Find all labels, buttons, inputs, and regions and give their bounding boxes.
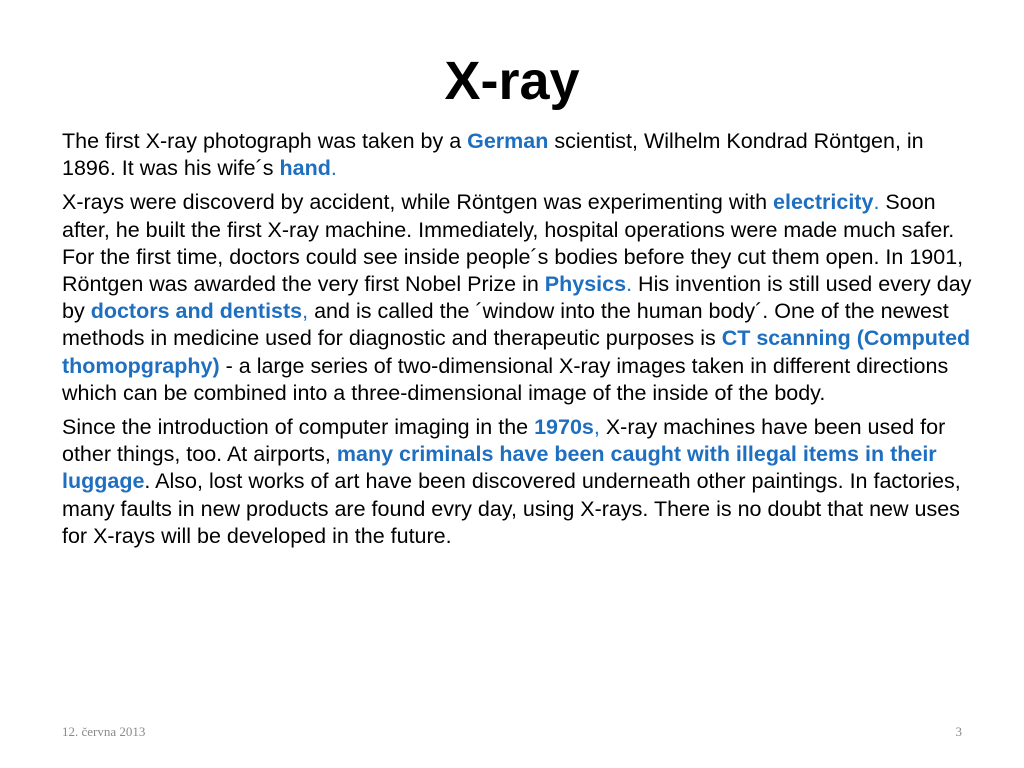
footer-page-number: 3 [955,724,962,739]
slide-body [62,128,972,557]
highlighted-text: many criminals have been caught with illegal items in their luggage [62,442,937,494]
highlighted-text: . [626,272,633,297]
slide-title: X-ray [444,51,580,111]
highlighted-text: . [873,190,880,215]
text-run: Soon after, he built the first X-ray machine. Immediately, hospital operations were made much safer. For the first time, doctors could see inside people´s bodies before they cut them open. In 1901, Röntgen was awarded the very first Nobel Prize in [62,190,964,297]
highlighted-text: , [302,299,309,324]
text-run: X-ray machines have been used for other things, too. At airports, [62,415,946,467]
text-run: X-rays were discoverd by accident, while Röntgen was experimenting with [62,190,774,215]
highlighted-text: electricity [773,190,874,215]
text-run: The first X-ray photograph was taken by a [62,129,468,153]
paragraph-3 [62,414,972,550]
text-run: Since the introduction of computer imaging in the [62,415,535,440]
paragraph-1 [62,128,972,182]
highlighted-text: Physics [544,272,627,297]
highlighted-text: doctors and dentists [90,299,303,324]
highlighted-text: CT scanning (Computed thomopgraphy) [62,326,971,378]
highlighted-text: German [467,129,549,153]
text-run: His invention is still used every day by [62,272,972,324]
highlighted-text: , [593,415,600,440]
text-run: . Also, lost works of art have been discovered underneath other paintings. In factories, many faults in new products are found evry day, using X-rays. There is no doubt that new uses for X-rays will be developed in the future. [62,469,961,548]
text-run: scientist, Wilhelm Kondrad Röntgen, in 1896. It was his wife´s [62,129,924,181]
text-run: - a large series of two-dimensional X-ray images taken in different directions which can be combined into a three-dimensional image of the inside of the body. [62,353,949,405]
highlighted-text: . [330,156,337,181]
highlighted-text: hand [279,156,331,181]
highlighted-text: 1970s [534,415,594,440]
paragraph-2 [62,189,972,407]
text-run: and is called the ´window into the human body´. One of the newest methods in medicine used for diagnostic and therapeutic purposes is [62,299,949,351]
footer-date: 12. června 2013 [62,724,146,739]
